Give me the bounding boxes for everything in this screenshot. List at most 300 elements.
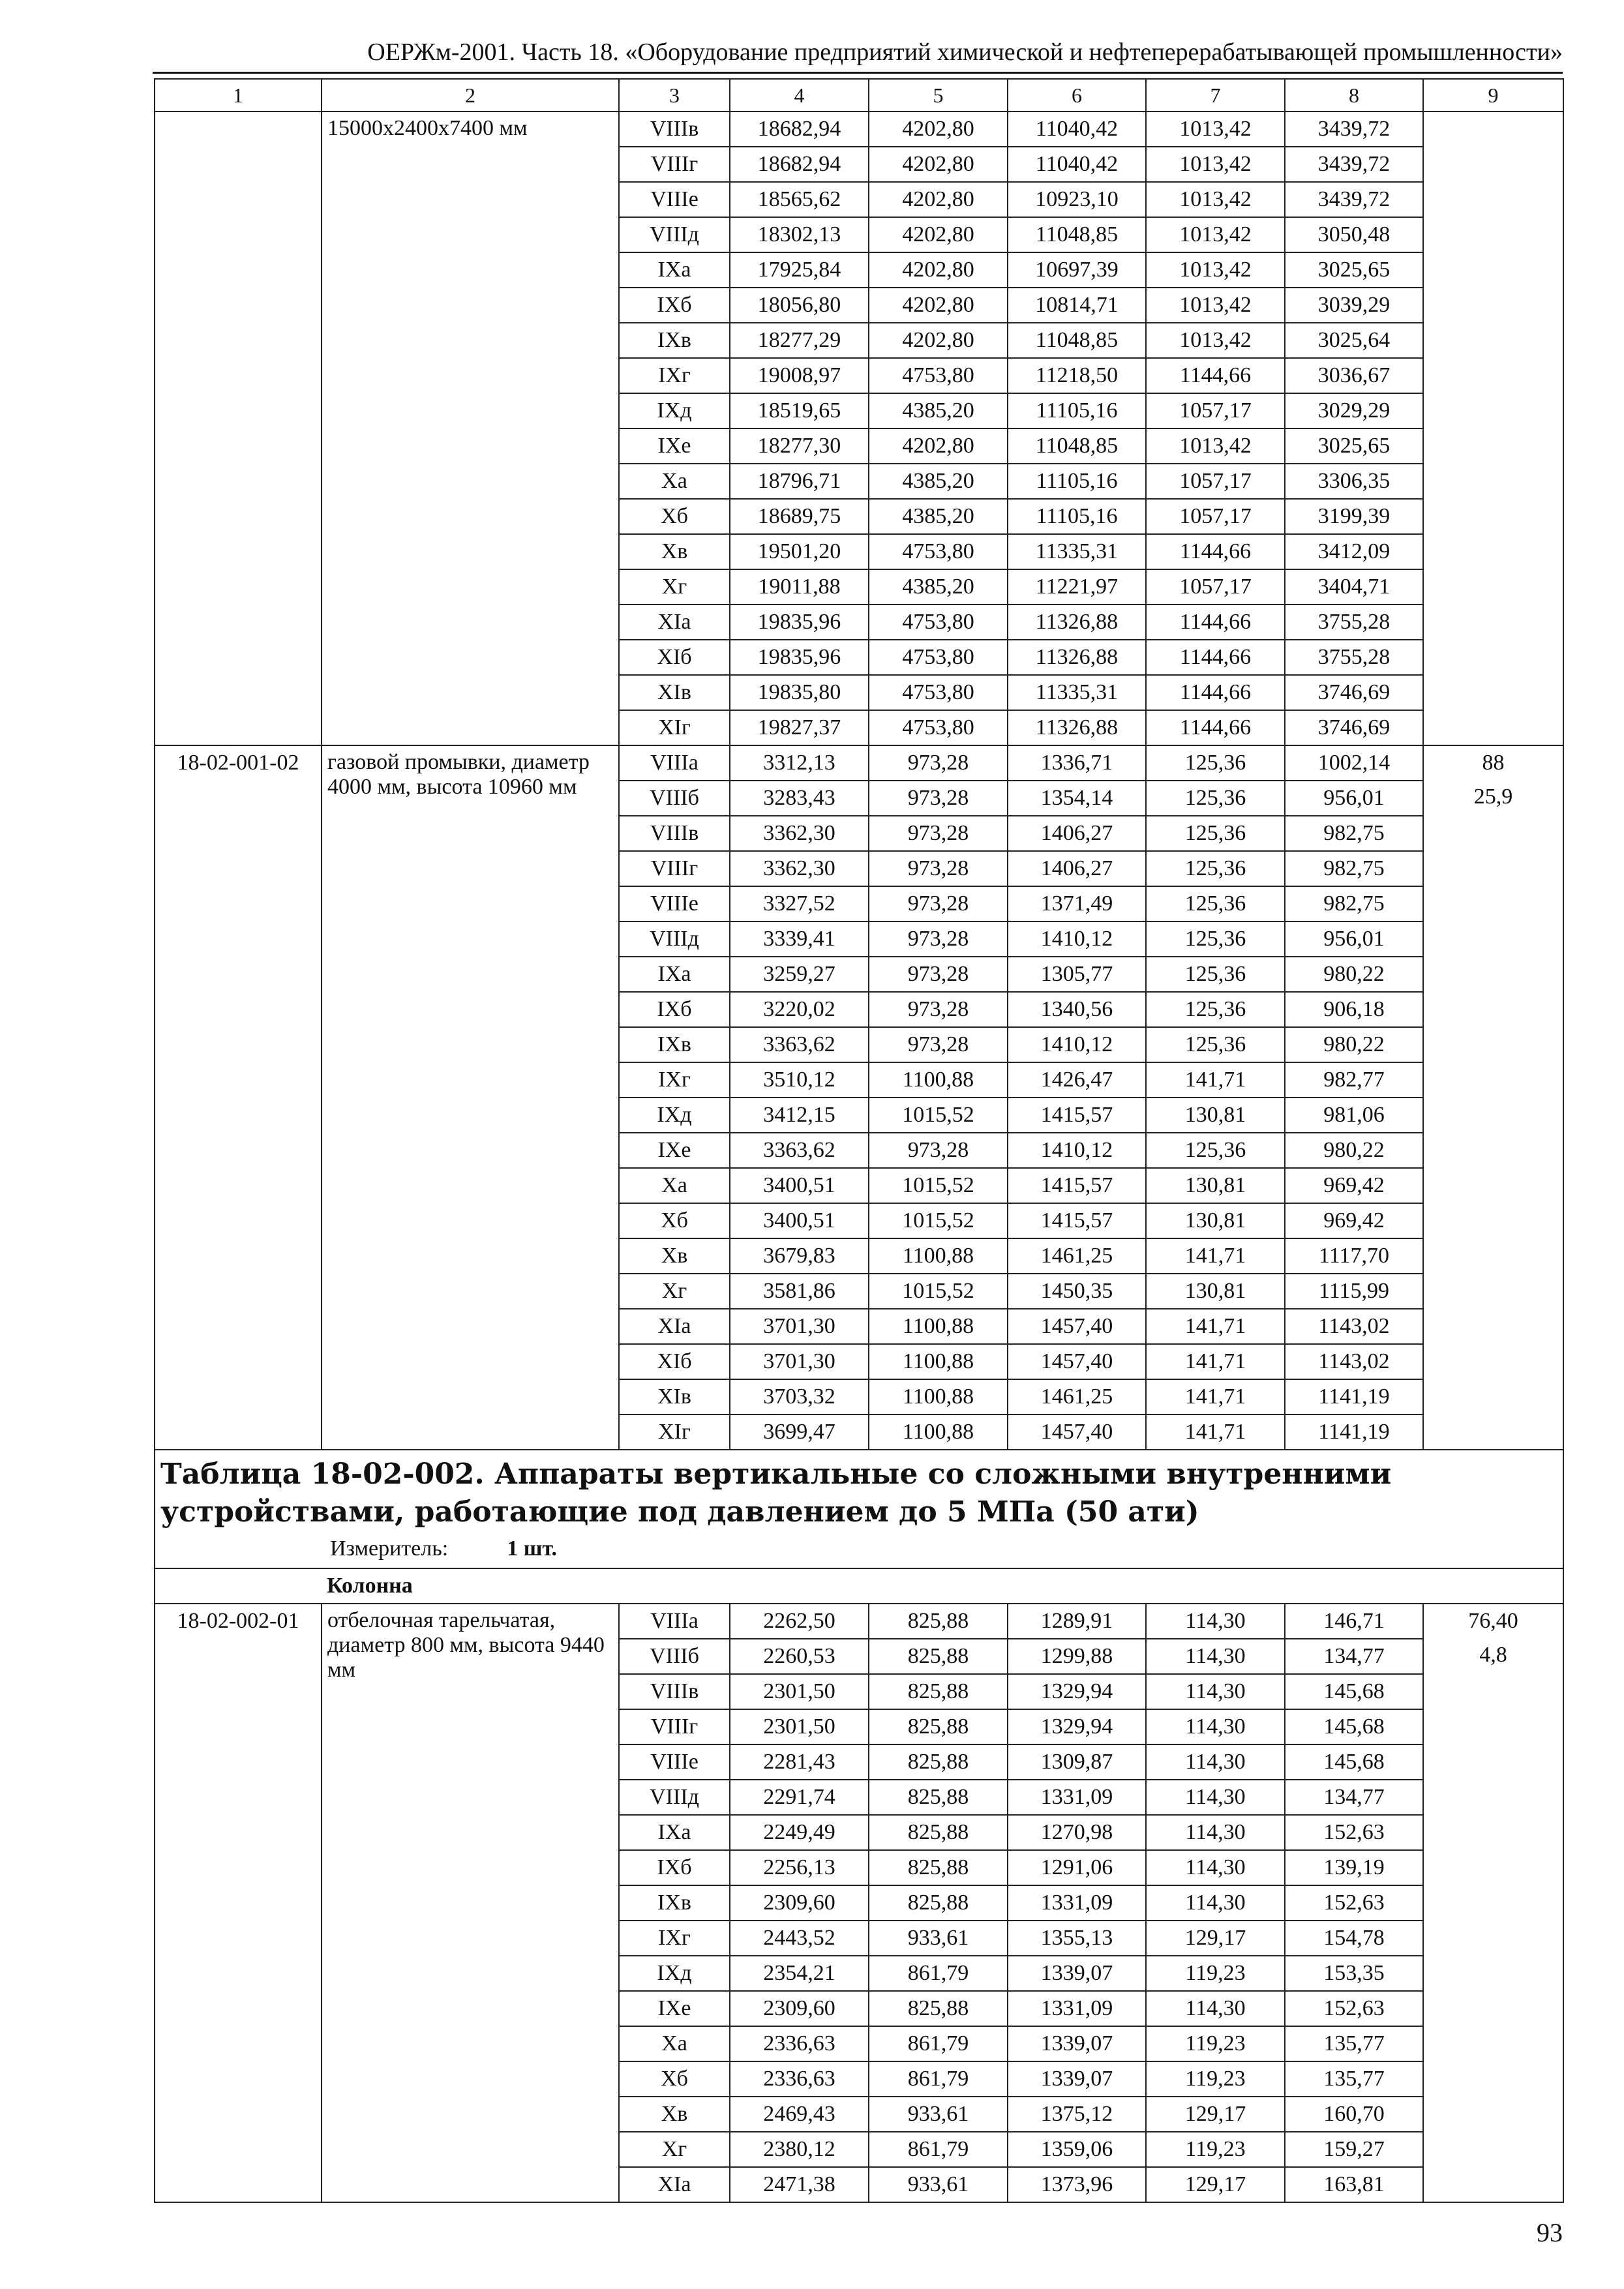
value-cell: 10814,71	[1008, 288, 1146, 323]
value-cell: 11048,85	[1008, 217, 1146, 252]
zone-cell: VIIIе	[619, 182, 730, 217]
value-cell: 956,01	[1285, 921, 1423, 957]
value-cell: 3679,83	[730, 1238, 869, 1274]
value-cell: 1359,06	[1008, 2132, 1146, 2167]
value-cell: 3510,12	[730, 1062, 869, 1098]
value-cell: 969,42	[1285, 1168, 1423, 1203]
value-cell: 825,88	[869, 1991, 1008, 2026]
zone-cell: XIа	[619, 605, 730, 640]
zone-cell: VIIIа	[619, 1604, 730, 1639]
value-cell: 1057,17	[1146, 569, 1285, 605]
value-cell: 1013,42	[1146, 147, 1285, 182]
column-number: 4	[730, 79, 869, 112]
value-cell: 825,88	[869, 1674, 1008, 1709]
rate-code: 18-02-002-01	[155, 1604, 322, 2202]
value-cell: 18302,13	[730, 217, 869, 252]
zone-cell: Xв	[619, 534, 730, 569]
value-cell: 3306,35	[1285, 464, 1423, 499]
zone-cell: Xб	[619, 499, 730, 534]
value-cell: 3283,43	[730, 781, 869, 816]
column-number: 5	[869, 79, 1008, 112]
column-9-value: 25,9	[1473, 785, 1513, 809]
value-cell: 3701,30	[730, 1309, 869, 1344]
zone-cell: IXд	[619, 1956, 730, 1991]
zone-cell: XIа	[619, 2167, 730, 2202]
value-cell: 1375,12	[1008, 2097, 1146, 2132]
value-cell: 1415,57	[1008, 1168, 1146, 1203]
value-cell: 3025,65	[1285, 428, 1423, 464]
table-row	[155, 745, 1563, 781]
value-cell: 125,36	[1146, 1027, 1285, 1062]
value-cell: 956,01	[1285, 781, 1423, 816]
value-cell: 146,71	[1285, 1604, 1423, 1639]
value-cell: 973,28	[869, 957, 1008, 992]
value-cell: 2471,38	[730, 2167, 869, 2202]
value-cell: 1100,88	[869, 1344, 1008, 1379]
value-cell: 4202,80	[869, 112, 1008, 147]
zone-cell: Xв	[619, 2097, 730, 2132]
value-cell: 152,63	[1285, 1885, 1423, 1921]
table-row	[155, 1604, 1563, 1639]
zone-cell: IXб	[619, 288, 730, 323]
value-cell: 129,17	[1146, 2167, 1285, 2202]
value-cell: 3412,15	[730, 1098, 869, 1133]
value-cell: 4202,80	[869, 288, 1008, 323]
zone-cell: XIб	[619, 1344, 730, 1379]
value-cell: 825,88	[869, 1815, 1008, 1850]
zone-cell: IXв	[619, 323, 730, 358]
value-cell: 19011,88	[730, 569, 869, 605]
value-cell: 982,77	[1285, 1062, 1423, 1098]
value-cell: 19008,97	[730, 358, 869, 393]
rates-table	[154, 78, 1564, 2203]
value-cell: 2354,21	[730, 1956, 869, 1991]
value-cell: 1354,14	[1008, 781, 1146, 816]
value-cell: 141,71	[1146, 1344, 1285, 1379]
zone-cell: IXа	[619, 957, 730, 992]
value-cell: 1100,88	[869, 1238, 1008, 1274]
value-cell: 3755,28	[1285, 640, 1423, 675]
value-cell: 119,23	[1146, 1956, 1285, 1991]
value-cell: 1373,96	[1008, 2167, 1146, 2202]
value-cell: 1291,06	[1008, 1850, 1146, 1885]
zone-cell: IXг	[619, 1921, 730, 1956]
value-cell: 1329,94	[1008, 1674, 1146, 1709]
value-cell: 1270,98	[1008, 1815, 1146, 1850]
zone-cell: VIIIг	[619, 851, 730, 886]
value-cell: 1144,66	[1146, 534, 1285, 569]
value-cell: 1461,25	[1008, 1379, 1146, 1414]
value-cell: 135,77	[1285, 2061, 1423, 2097]
value-cell: 3755,28	[1285, 605, 1423, 640]
value-cell: 1117,70	[1285, 1238, 1423, 1274]
value-cell: 18682,94	[730, 147, 869, 182]
value-cell: 969,42	[1285, 1203, 1423, 1238]
zone-cell: XIг	[619, 1414, 730, 1450]
value-cell: 3312,13	[730, 745, 869, 781]
zone-cell: Xг	[619, 2132, 730, 2167]
value-cell: 119,23	[1146, 2026, 1285, 2061]
zone-cell: VIIIв	[619, 112, 730, 147]
value-cell: 4202,80	[869, 252, 1008, 288]
value-cell: 11335,31	[1008, 534, 1146, 569]
value-cell: 1002,14	[1285, 745, 1423, 781]
value-cell: 119,23	[1146, 2061, 1285, 2097]
value-cell: 2291,74	[730, 1780, 869, 1815]
zone-cell: VIIIа	[619, 745, 730, 781]
zone-cell: XIа	[619, 1309, 730, 1344]
value-cell: 125,36	[1146, 745, 1285, 781]
value-cell: 11218,50	[1008, 358, 1146, 393]
value-cell: 119,23	[1146, 2132, 1285, 2167]
section-label: Колонна	[322, 1568, 1563, 1604]
value-cell: 973,28	[869, 921, 1008, 957]
column-number: 9	[1423, 79, 1563, 112]
value-cell: 1331,09	[1008, 1991, 1146, 2026]
value-cell: 125,36	[1146, 992, 1285, 1027]
value-cell: 125,36	[1146, 886, 1285, 921]
value-cell: 3029,29	[1285, 393, 1423, 428]
value-cell: 1144,66	[1146, 710, 1285, 745]
value-cell: 4385,20	[869, 499, 1008, 534]
value-cell: 1305,77	[1008, 957, 1146, 992]
zone-cell: Xв	[619, 1238, 730, 1274]
column-number: 2	[322, 79, 619, 112]
value-cell: 1057,17	[1146, 393, 1285, 428]
value-cell: 4385,20	[869, 569, 1008, 605]
value-cell: 981,06	[1285, 1098, 1423, 1133]
value-cell: 1355,13	[1008, 1921, 1146, 1956]
value-cell: 153,35	[1285, 1956, 1423, 1991]
zone-cell: IXа	[619, 1815, 730, 1850]
value-cell: 129,17	[1146, 1921, 1285, 1956]
value-cell: 980,22	[1285, 1133, 1423, 1168]
value-cell: 1457,40	[1008, 1344, 1146, 1379]
value-cell: 4202,80	[869, 217, 1008, 252]
value-cell: 3439,72	[1285, 112, 1423, 147]
value-cell: 130,81	[1146, 1274, 1285, 1309]
value-cell: 2301,50	[730, 1674, 869, 1709]
column-9-cell	[1423, 1604, 1563, 2202]
section-row	[155, 1568, 1563, 1604]
value-cell: 11221,97	[1008, 569, 1146, 605]
value-cell: 3050,48	[1285, 217, 1423, 252]
value-cell: 4753,80	[869, 358, 1008, 393]
value-cell: 19835,80	[730, 675, 869, 710]
value-cell: 973,28	[869, 781, 1008, 816]
zone-cell: VIIIе	[619, 1744, 730, 1780]
column-9-value: 76,40	[1468, 1609, 1518, 1633]
value-cell: 4753,80	[869, 675, 1008, 710]
zone-cell: XIг	[619, 710, 730, 745]
value-cell: 1331,09	[1008, 1885, 1146, 1921]
value-cell: 1457,40	[1008, 1309, 1146, 1344]
value-cell: 1013,42	[1146, 323, 1285, 358]
value-cell: 160,70	[1285, 2097, 1423, 2132]
value-cell: 973,28	[869, 886, 1008, 921]
measure-row	[160, 1534, 1557, 1564]
value-cell: 1141,19	[1285, 1414, 1423, 1450]
value-cell: 1371,49	[1008, 886, 1146, 921]
value-cell: 18056,80	[730, 288, 869, 323]
value-cell: 3703,32	[730, 1379, 869, 1414]
value-cell: 973,28	[869, 851, 1008, 886]
value-cell: 125,36	[1146, 1133, 1285, 1168]
value-cell: 2469,43	[730, 2097, 869, 2132]
value-cell: 145,68	[1285, 1674, 1423, 1709]
value-cell: 130,81	[1146, 1098, 1285, 1133]
value-cell: 4385,20	[869, 393, 1008, 428]
value-cell: 2256,13	[730, 1850, 869, 1885]
zone-cell: Xг	[619, 569, 730, 605]
value-cell: 982,75	[1285, 816, 1423, 851]
zone-cell: VIIIб	[619, 781, 730, 816]
value-cell: 18796,71	[730, 464, 869, 499]
value-cell: 4385,20	[869, 464, 1008, 499]
rate-code: 18-02-001-02	[155, 745, 322, 1450]
value-cell: 1329,94	[1008, 1709, 1146, 1744]
zone-cell: IXе	[619, 1991, 730, 2026]
value-cell: 1406,27	[1008, 816, 1146, 851]
value-cell: 134,77	[1285, 1780, 1423, 1815]
value-cell: 3400,51	[730, 1168, 869, 1203]
value-cell: 141,71	[1146, 1414, 1285, 1450]
value-cell: 139,19	[1285, 1850, 1423, 1885]
value-cell: 3404,71	[1285, 569, 1423, 605]
value-cell: 3746,69	[1285, 675, 1423, 710]
zone-cell: Xа	[619, 1168, 730, 1203]
value-cell: 1144,66	[1146, 640, 1285, 675]
value-cell: 1410,12	[1008, 1133, 1146, 1168]
value-cell: 145,68	[1285, 1744, 1423, 1780]
value-cell: 3363,62	[730, 1027, 869, 1062]
value-cell: 906,18	[1285, 992, 1423, 1027]
value-cell: 825,88	[869, 1780, 1008, 1815]
value-cell: 11105,16	[1008, 464, 1146, 499]
value-cell: 11105,16	[1008, 393, 1146, 428]
value-cell: 825,88	[869, 1709, 1008, 1744]
value-cell: 825,88	[869, 1744, 1008, 1780]
value-cell: 4202,80	[869, 428, 1008, 464]
zone-cell: IXг	[619, 358, 730, 393]
value-cell: 1426,47	[1008, 1062, 1146, 1098]
value-cell: 1457,40	[1008, 1414, 1146, 1450]
value-cell: 3259,27	[730, 957, 869, 992]
value-cell: 152,63	[1285, 1991, 1423, 2026]
value-cell: 861,79	[869, 2061, 1008, 2097]
value-cell: 18689,75	[730, 499, 869, 534]
rate-description: газовой промывки, диаметр 4000 мм, высота 10960 мм	[322, 745, 619, 1450]
value-cell: 125,36	[1146, 781, 1285, 816]
value-cell: 141,71	[1146, 1062, 1285, 1098]
value-cell: 125,36	[1146, 957, 1285, 992]
value-cell: 130,81	[1146, 1168, 1285, 1203]
column-number: 7	[1146, 79, 1285, 112]
value-cell: 135,77	[1285, 2026, 1423, 2061]
column-9-value: 88	[1482, 751, 1505, 775]
zone-cell: IXе	[619, 1133, 730, 1168]
value-cell: 1100,88	[869, 1379, 1008, 1414]
value-cell: 141,71	[1146, 1309, 1285, 1344]
rate-description: 15000х2400х7400 мм	[322, 112, 619, 745]
column-9-cell	[1423, 745, 1563, 1450]
value-cell: 3039,29	[1285, 288, 1423, 323]
value-cell: 114,30	[1146, 1674, 1285, 1709]
zone-cell: IXа	[619, 252, 730, 288]
column-number: 1	[155, 79, 322, 112]
value-cell: 1057,17	[1146, 464, 1285, 499]
value-cell: 3362,30	[730, 851, 869, 886]
value-cell: 125,36	[1146, 851, 1285, 886]
value-cell: 130,81	[1146, 1203, 1285, 1238]
page-number: 93	[1537, 2218, 1563, 2247]
value-cell: 18277,30	[730, 428, 869, 464]
value-cell: 2336,63	[730, 2026, 869, 2061]
value-cell: 1331,09	[1008, 1780, 1146, 1815]
running-header: ОЕРЖм-2001. Часть 18. «Оборудование предприятий химической и нефтеперерабатывающей промышленности»	[367, 38, 1563, 66]
zone-cell: XIб	[619, 640, 730, 675]
value-cell: 114,30	[1146, 1991, 1285, 2026]
table-title: Таблица 18-02-002. Аппараты вертикальные со сложными внутренними устройствами, работающие под давлением до 5 МПа (50 ати)	[160, 1458, 1392, 1529]
table-title-row	[155, 1450, 1563, 1568]
value-cell: 1461,25	[1008, 1238, 1146, 1274]
table-title-cell	[155, 1450, 1563, 1568]
value-cell: 2260,53	[730, 1639, 869, 1674]
value-cell: 1299,88	[1008, 1639, 1146, 1674]
value-cell: 3746,69	[1285, 710, 1423, 745]
value-cell: 1144,66	[1146, 358, 1285, 393]
value-cell: 1013,42	[1146, 112, 1285, 147]
value-cell: 1339,07	[1008, 2026, 1146, 2061]
zone-cell: IXв	[619, 1027, 730, 1062]
value-cell: 3412,09	[1285, 534, 1423, 569]
value-cell: 3339,41	[730, 921, 869, 957]
column-number-row	[155, 79, 1563, 112]
value-cell: 114,30	[1146, 1639, 1285, 1674]
zone-cell: Xб	[619, 1203, 730, 1238]
zone-cell: IXб	[619, 1850, 730, 1885]
value-cell: 11326,88	[1008, 640, 1146, 675]
value-cell: 18565,62	[730, 182, 869, 217]
value-cell: 3439,72	[1285, 147, 1423, 182]
value-cell: 4202,80	[869, 182, 1008, 217]
value-cell: 2380,12	[730, 2132, 869, 2167]
value-cell: 1410,12	[1008, 1027, 1146, 1062]
zone-cell: XIв	[619, 675, 730, 710]
zone-cell: VIIIг	[619, 147, 730, 182]
zone-cell: VIIIг	[619, 1709, 730, 1744]
value-cell: 3439,72	[1285, 182, 1423, 217]
value-cell: 114,30	[1146, 1709, 1285, 1744]
value-cell: 141,71	[1146, 1379, 1285, 1414]
measure-value: 1 шт.	[507, 1536, 558, 1561]
value-cell: 861,79	[869, 2132, 1008, 2167]
value-cell: 163,81	[1285, 2167, 1423, 2202]
value-cell: 3363,62	[730, 1133, 869, 1168]
value-cell: 125,36	[1146, 921, 1285, 957]
value-cell: 154,78	[1285, 1921, 1423, 1956]
value-cell: 1015,52	[869, 1168, 1008, 1203]
value-cell: 1143,02	[1285, 1309, 1423, 1344]
zone-cell: XIв	[619, 1379, 730, 1414]
value-cell: 2309,60	[730, 1885, 869, 1921]
value-cell: 825,88	[869, 1639, 1008, 1674]
value-cell: 114,30	[1146, 1780, 1285, 1815]
zone-cell: VIIIб	[619, 1639, 730, 1674]
value-cell: 11335,31	[1008, 675, 1146, 710]
value-cell: 4202,80	[869, 147, 1008, 182]
value-cell: 980,22	[1285, 1027, 1423, 1062]
zone-cell: VIIIд	[619, 217, 730, 252]
value-cell: 825,88	[869, 1885, 1008, 1921]
value-cell: 18277,29	[730, 323, 869, 358]
zone-cell: VIIIе	[619, 886, 730, 921]
value-cell: 1141,19	[1285, 1379, 1423, 1414]
column-9-value: 4,8	[1479, 1643, 1507, 1667]
value-cell: 1450,35	[1008, 1274, 1146, 1309]
value-cell: 1115,99	[1285, 1274, 1423, 1309]
value-cell: 3701,30	[730, 1344, 869, 1379]
value-cell: 11326,88	[1008, 605, 1146, 640]
rate-code	[155, 112, 322, 745]
value-cell: 861,79	[869, 1956, 1008, 1991]
value-cell: 4753,80	[869, 640, 1008, 675]
value-cell: 1013,42	[1146, 217, 1285, 252]
value-cell: 3327,52	[730, 886, 869, 921]
value-cell: 17925,84	[730, 252, 869, 288]
value-cell: 159,27	[1285, 2132, 1423, 2167]
value-cell: 18682,94	[730, 112, 869, 147]
value-cell: 861,79	[869, 2026, 1008, 2061]
value-cell: 1143,02	[1285, 1344, 1423, 1379]
value-cell: 980,22	[1285, 957, 1423, 992]
value-cell: 114,30	[1146, 1815, 1285, 1850]
value-cell: 11326,88	[1008, 710, 1146, 745]
zone-cell: Xб	[619, 2061, 730, 2097]
value-cell: 973,28	[869, 816, 1008, 851]
value-cell: 1289,91	[1008, 1604, 1146, 1639]
value-cell: 1339,07	[1008, 1956, 1146, 1991]
zone-cell: IXе	[619, 428, 730, 464]
value-cell: 982,75	[1285, 851, 1423, 886]
value-cell: 3699,47	[730, 1414, 869, 1450]
value-cell: 152,63	[1285, 1815, 1423, 1850]
value-cell: 18519,65	[730, 393, 869, 428]
value-cell: 933,61	[869, 2167, 1008, 2202]
column-number: 6	[1008, 79, 1146, 112]
zone-cell: VIIIд	[619, 921, 730, 957]
value-cell: 1013,42	[1146, 182, 1285, 217]
value-cell: 3362,30	[730, 816, 869, 851]
value-cell: 1309,87	[1008, 1744, 1146, 1780]
value-cell: 825,88	[869, 1604, 1008, 1639]
value-cell: 1013,42	[1146, 252, 1285, 288]
column-number: 3	[619, 79, 730, 112]
value-cell: 19835,96	[730, 640, 869, 675]
value-cell: 114,30	[1146, 1850, 1285, 1885]
value-cell: 1100,88	[869, 1309, 1008, 1344]
zone-cell: IXб	[619, 992, 730, 1027]
column-9-cell	[1423, 112, 1563, 745]
zone-cell: VIIIв	[619, 1674, 730, 1709]
value-cell: 2336,63	[730, 2061, 869, 2097]
value-cell: 4753,80	[869, 605, 1008, 640]
value-cell: 3025,65	[1285, 252, 1423, 288]
value-cell: 1340,56	[1008, 992, 1146, 1027]
value-cell: 125,36	[1146, 816, 1285, 851]
value-cell: 19835,96	[730, 605, 869, 640]
value-cell: 10923,10	[1008, 182, 1146, 217]
